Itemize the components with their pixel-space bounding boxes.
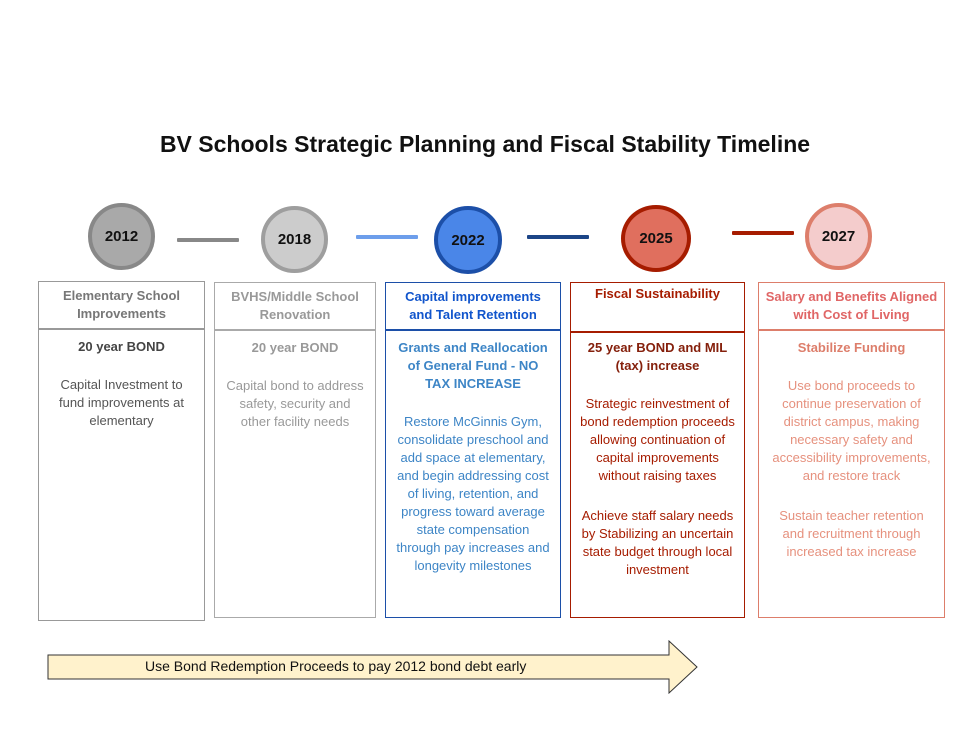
connector-line bbox=[527, 235, 589, 239]
connector-line bbox=[177, 238, 239, 242]
year-label: 2022 bbox=[451, 231, 485, 249]
card-paragraph: Capital bond to address safety, security and other facility needs bbox=[226, 378, 364, 429]
card-heading: Fiscal Sustainability bbox=[571, 283, 744, 333]
year-circle-2012 bbox=[88, 203, 155, 270]
card-subheading: 20 year BOND bbox=[251, 340, 339, 355]
milestone-card-2025 bbox=[570, 282, 745, 618]
year-circle-2022 bbox=[434, 206, 502, 274]
card-body bbox=[571, 339, 744, 579]
card-heading: Salary and Benefits Aligned with Cost of Living bbox=[759, 283, 944, 331]
milestone-card-2012 bbox=[38, 281, 205, 621]
year-circle-2018 bbox=[261, 206, 328, 273]
card-body bbox=[215, 339, 375, 431]
year-label: 2027 bbox=[821, 228, 856, 245]
card-subheading: Grants and Reallocation of General Fund - NO TAX INCREASE bbox=[398, 340, 548, 391]
card-paragraph: Strategic reinvestment of bond redemption proceeds allowing continuation of capital improvements without raising taxes bbox=[580, 396, 735, 483]
connector-line bbox=[356, 235, 418, 239]
milestone-card-2022 bbox=[385, 282, 561, 618]
card-paragraph: Capital Investment to fund improvements at elementary bbox=[58, 377, 184, 428]
page-title: BV Schools Strategic Planning and Fiscal Stability Timeline bbox=[159, 131, 811, 157]
arrow-label: Use Bond Redemption Proceeds to pay 2012 bond debt early bbox=[145, 658, 527, 674]
year-circle-2027 bbox=[805, 203, 872, 270]
card-paragraph: Sustain teacher retention and recruitment through increased tax increase bbox=[779, 508, 924, 559]
year-label: 2018 bbox=[277, 231, 312, 248]
milestone-card-2027 bbox=[758, 282, 945, 618]
year-circle-2025 bbox=[621, 205, 691, 272]
card-paragraph: Restore McGinnis Gym, consolidate preschool and add space at elementary, and begin addressing cost of living, retention, and progress toward average state compensation through pay increases and longevity milestones bbox=[396, 414, 550, 573]
card-paragraph: Achieve staff salary needs by Stabilizing an uncertain state budget through local investment bbox=[581, 508, 734, 577]
card-body bbox=[386, 339, 560, 575]
card-body bbox=[759, 339, 944, 561]
card-heading: BVHS/Middle School Renovation bbox=[215, 283, 375, 331]
year-label: 2025 bbox=[639, 230, 673, 247]
card-heading: Elementary School Improvements bbox=[39, 282, 204, 330]
year-label: 2012 bbox=[104, 228, 139, 245]
card-paragraph: Use bond proceeds to continue preservation of district campus, making necessary safety and accessibility improvements, and restore track bbox=[772, 378, 931, 483]
card-subheading: 20 year BOND bbox=[78, 339, 165, 354]
card-body bbox=[39, 338, 204, 430]
card-subheading: Stabilize Funding bbox=[797, 340, 906, 355]
card-heading: Capital improvements and Talent Retention bbox=[386, 283, 560, 331]
milestone-card-2018 bbox=[214, 282, 376, 618]
card-subheading: 25 year BOND and MIL (tax) increase bbox=[587, 340, 728, 373]
connector-line bbox=[732, 231, 794, 235]
